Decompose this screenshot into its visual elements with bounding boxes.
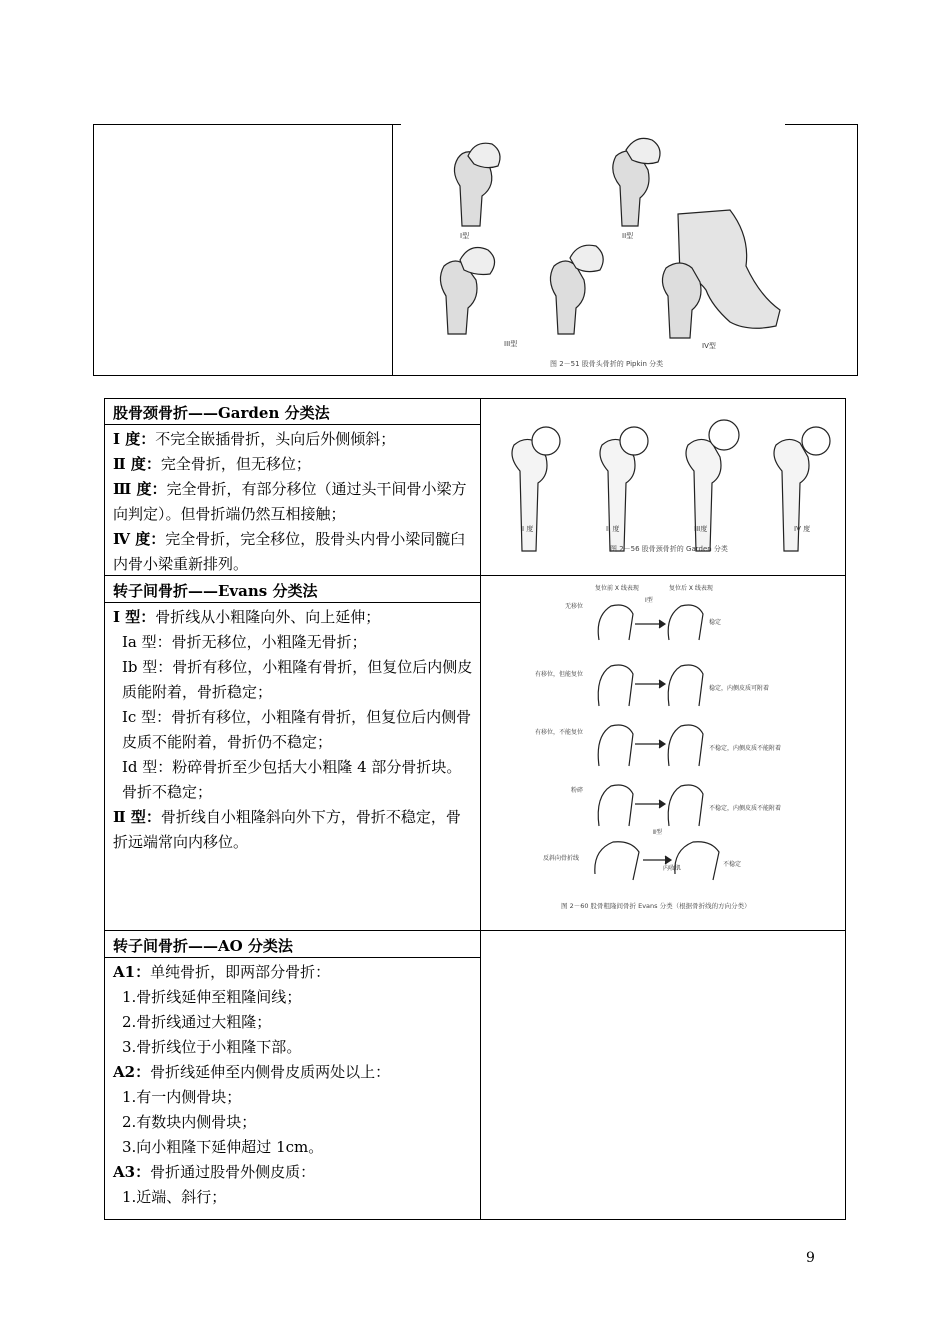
row-sep-2	[104, 930, 846, 931]
evans-type1: Ⅰ型	[645, 597, 653, 604]
garden-label-4: IV 度	[794, 525, 811, 533]
pipkin-label-1: I型	[460, 232, 470, 240]
ao-line-text: 3.向小粗隆下延伸超过 1cm。	[122, 1138, 324, 1156]
garden-caption: 图 2－56 股骨颈骨折的 Garden 分类	[610, 545, 728, 553]
garden-text	[113, 427, 475, 577]
ao-line	[113, 985, 475, 1010]
pipkin-label-4: IV型	[702, 342, 716, 350]
top-border-right	[785, 124, 858, 125]
pipkin-label-2: II型	[622, 232, 634, 240]
garden-label-1: I 度	[522, 525, 534, 533]
evans-line-text: Ⅰc 型：骨折有移位，小粗隆有骨折，但复位后内侧骨皮质不能附着，骨折仍不稳定；	[122, 708, 472, 751]
mid-border	[392, 124, 393, 376]
ao-line-text: 2.有数块内侧骨块；	[122, 1113, 257, 1131]
evans-text	[113, 605, 475, 855]
ao-title: 转子间骨折——AO 分类法	[113, 937, 293, 955]
garden-title-sep	[104, 424, 481, 425]
right-border	[857, 124, 858, 376]
evans-type2: Ⅱ型	[653, 829, 662, 836]
table-bottom-border	[104, 1219, 846, 1220]
evans-row5-right: 不稳定	[723, 861, 742, 868]
pipkin-figure	[400, 126, 785, 372]
evans-line-label: Ⅱ 型：	[113, 808, 161, 826]
garden-line	[113, 477, 475, 527]
ao-line-text: 1.近端、斜行；	[122, 1188, 227, 1206]
ao-line	[113, 1085, 475, 1110]
evans-line-label: Ⅰ 型：	[113, 608, 156, 626]
bottom-border	[93, 375, 858, 376]
ao-line	[113, 1010, 475, 1035]
ao-line-text: 2.骨折线通过大粗隆；	[122, 1013, 272, 1031]
evans-line	[113, 655, 475, 705]
evans-line	[113, 630, 475, 655]
ao-line-text: 1.有一内侧骨块；	[122, 1088, 242, 1106]
evans-line	[113, 805, 475, 855]
evans-row1-right: 稳定	[709, 619, 722, 626]
ao-line	[113, 1110, 475, 1135]
garden-line-text: 不完全嵌插骨折，头向后外侧倾斜；	[155, 430, 396, 448]
evans-figure	[509, 580, 819, 920]
ao-line-text: 单纯骨折，即两部分骨折：	[150, 963, 331, 981]
evans-row2-right: 稳定，内侧皮质可附着	[709, 685, 770, 692]
garden-line-text: 完全骨折，有部分移位（通过头干间骨小梁方向判定）。但骨折端仍然互相接触；	[113, 480, 467, 523]
ao-line-text: 骨折通过股骨外侧皮质：	[150, 1163, 316, 1181]
garden-label-2: II 度	[606, 525, 620, 533]
table-top-border	[104, 398, 846, 399]
evans-row4-right: 不稳定，内侧皮质不能附着	[709, 805, 782, 812]
garden-line	[113, 427, 475, 452]
left-border	[93, 124, 94, 376]
evans-row3-right: 不稳定，内侧皮质不能附着	[709, 745, 782, 752]
evans-header-left: 复位前 X 线表现	[595, 585, 639, 592]
garden-line	[113, 527, 475, 577]
pipkin-illustration	[400, 126, 785, 372]
ao-line-text: 1.骨折线延伸至粗隆间线；	[122, 988, 302, 1006]
page-number: 9	[806, 1250, 815, 1266]
evans-muscle: 内收肌	[663, 865, 682, 872]
ao-line	[113, 1160, 475, 1185]
table-mid-border	[480, 398, 481, 1220]
garden-line-label: Ⅰ 度：	[113, 430, 156, 448]
evans-header-right: 复位后 X 线表现	[669, 585, 713, 592]
evans-row3-left: 有移位，不能复位	[535, 729, 584, 736]
garden-label-3: III度	[694, 525, 708, 533]
garden-line	[113, 452, 475, 477]
evans-row5-left: 反斜向骨折线	[543, 855, 580, 862]
ao-line-text: 3.骨折线位于小粗隆下部。	[122, 1038, 302, 1056]
ao-line	[113, 960, 475, 985]
evans-row2-left: 有移位，但能复位	[535, 671, 584, 678]
evans-row4-left: 粉碎	[571, 787, 584, 794]
garden-line-text: 完全骨折，但无移位；	[160, 455, 311, 473]
evans-title: 转子间骨折——Evans 分类法	[113, 582, 318, 600]
evans-title-sep	[104, 602, 481, 603]
evans-line-text: Ⅰd 型：粉碎骨折至少包括大小粗隆 4 部分骨折块。骨折不稳定；	[122, 758, 462, 801]
pipkin-label-3: III型	[504, 340, 518, 348]
garden-line-label: Ⅱ 度：	[113, 455, 161, 473]
garden-line-text: 完全骨折，完全移位，股骨头内骨小梁同髋臼内骨小梁重新排列。	[113, 530, 466, 573]
ao-line-label: A1：	[113, 963, 151, 981]
evans-caption: 图 2－60 股骨粗隆间骨折 Evans 分类（根据骨折线的方向分类）	[561, 902, 751, 910]
evans-row1-left: 无移位	[565, 603, 584, 610]
evans-line-text: Ⅰa 型：骨折无移位，小粗隆无骨折；	[122, 633, 367, 651]
ao-line-label: A3：	[113, 1163, 151, 1181]
ao-line-text: 骨折线延伸至内侧骨皮质两处以上：	[150, 1063, 391, 1081]
ao-line	[113, 1135, 475, 1160]
garden-line-label: Ⅳ 度：	[113, 530, 166, 548]
ao-line	[113, 1035, 475, 1060]
evans-line	[113, 755, 475, 805]
evans-line-text: Ⅰb 型：骨折有移位，小粗隆有骨折，但复位后内侧皮质能附着，骨折稳定；	[122, 658, 473, 701]
top-border-left	[93, 124, 401, 125]
ao-line-label: A2：	[113, 1063, 151, 1081]
garden-title: 股骨颈骨折——Garden 分类法	[113, 404, 330, 422]
ao-line	[113, 1185, 475, 1210]
evans-line-text: 骨折线从小粗隆向外、向上延伸；	[155, 608, 381, 626]
ao-title-sep	[104, 957, 481, 958]
evans-line	[113, 605, 475, 630]
classification-table	[104, 398, 846, 1220]
evans-line-text: 骨折线自小粗隆斜向外下方，骨折不稳定，骨折远端常向内移位。	[113, 808, 461, 851]
garden-figure	[482, 401, 844, 573]
ao-text	[113, 960, 475, 1210]
evans-line	[113, 705, 475, 755]
table-right-border	[845, 398, 846, 1220]
table-left-border	[104, 398, 105, 1220]
ao-line	[113, 1060, 475, 1085]
pipkin-caption: 图 2－51 股骨头骨折的 Pipkin 分类	[550, 360, 664, 368]
garden-line-label: Ⅲ 度：	[113, 480, 167, 498]
